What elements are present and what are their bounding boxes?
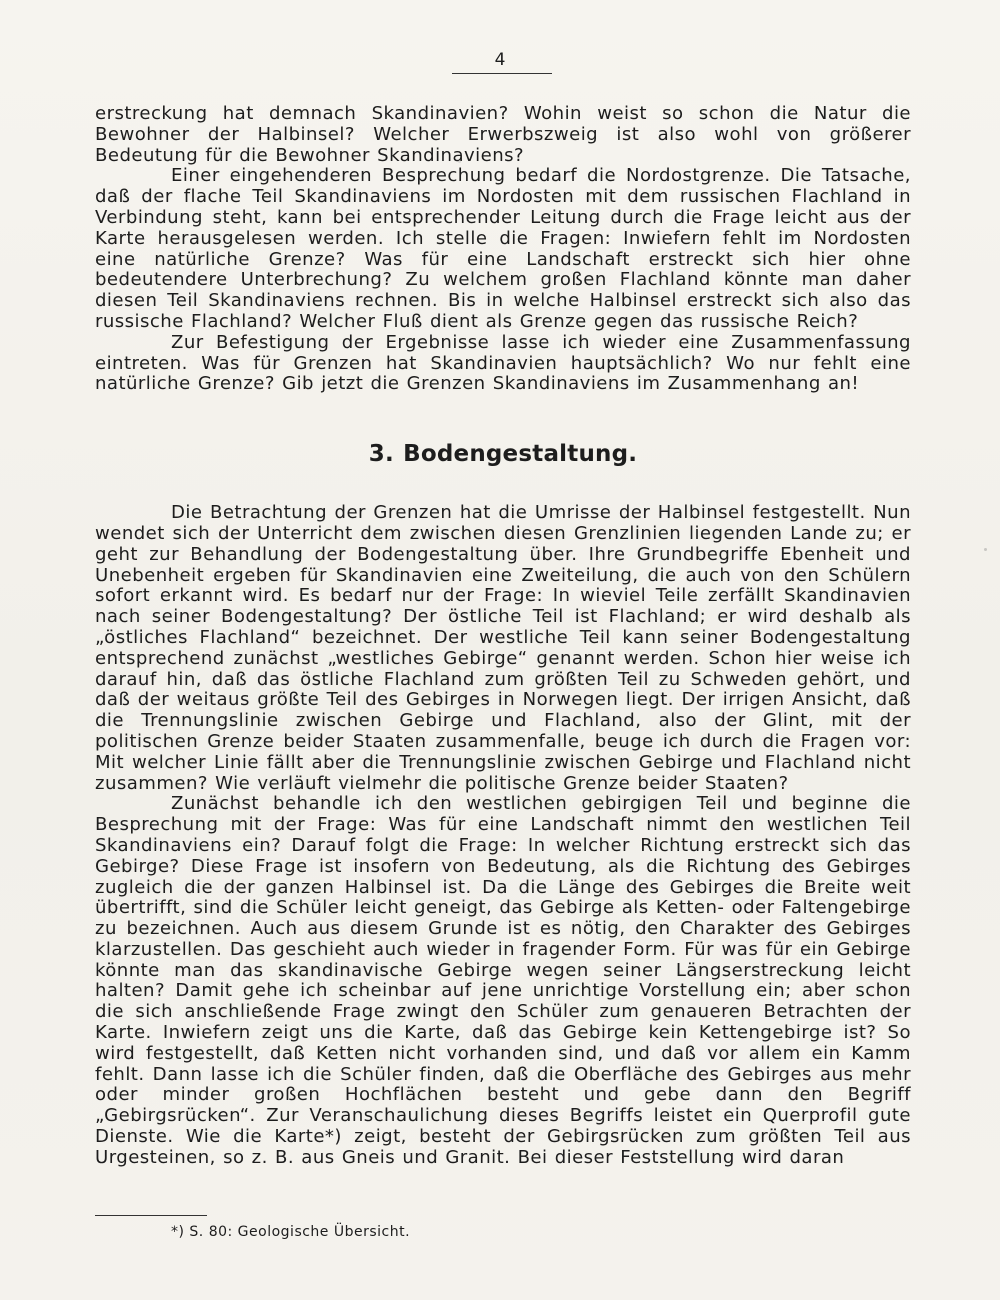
- paragraph-bodengestaltung: Die Betrachtung der Grenzen hat die Umrisse der Halbinsel festgestellt. Nun wendet sich der Unterricht dem zwischen diesen Grenzlinien liegenden Lande zu; er geht zur Behandlung der Bodengestaltung über. Ihre Grundbegriffe Ebenheit und Unebenheit ergeben für Skandinavien eine Zweiteilung, die auch von den Schülern sofort erkannt wird. Es bedarf nur der Frage: In wieviel Teile zerfällt Skandinavien nach seiner Bodengestaltung? Der östliche Teil ist Flachland; er wird deshalb als „östliches Flachland“ bezeichnet. Der westliche Teil kann seiner Bodengestaltung entsprechend zunächst „westliches Gebirge“ genannt werden. Schon hier weise ich darauf hin, daß das östliche Flachland zum größten Teil zu Schweden gehört, und daß der weitaus größte Teil des Gebirges in Norwegen liegt. Der irrigen Ansicht, daß die Trennungslinie zwischen Gebirge und Flachland, also der Glint, mit der politischen Grenze beider Staaten zusammenfalle, beuge ich durch die Fragen vor: Mit welcher Linie fällt aber die Trennungslinie zwischen Gebirge und Flachland nicht zusammen? Wie verläuft vielmehr die politische Grenze beider Staaten?: [95, 502, 911, 794]
- page-body: [95, 104, 911, 1169]
- paper-speck: [984, 548, 987, 551]
- paragraph-gebirge: Zunächst behandle ich den westlichen gebirgigen Teil und beginne die Besprechung mit der Frage: Was für eine Landschaft nimmt den westlichen Teil Skandinaviens ein? Darauf folgt die Frage: In welcher Richtung erstreckt sich das Gebirge? Diese Frage ist insofern von Bedeutung, als die Richtung des Gebirges zugleich die der ganzen Halbinsel ist. Da die Länge des Gebirges die Breite weit übertrifft, sind die Schüler leicht geneigt, das Gebirge als Ketten- oder Faltengebirge zu bezeichnen. Auch aus diesem Grunde ist es nötig, den Charakter des Gebirges klarzustellen. Das geschieht auch wieder in fragender Form. Für was für ein Gebirge könnte man das skandinavische Gebirge wegen seiner Längserstreckung leicht halten? Damit gehe ich scheinbar auf jene unrichtige Vorstellung ein; aber schon die sich anschließende Frage zwingt den Schüler zum genaueren Betrachten der Karte. Inwiefern zeigt uns die Karte, daß das Gebirge kein Kettengebirge ist? So wird festgestellt, daß Ketten nicht vorhanden sind, und daß vor allem ein Kamm fehlt. Dann lasse ich die Schüler finden, daß die Oberfläche des Gebirges aus mehr oder minder großen Hochflächen besteht und gebe dann den Begriff „Gebirgsrücken“. Zur Veranschaulichung dieses Begriffs leistet ein Querprofil gute Dienste. Wie die Karte*) zeigt, besteht der Gebirgsrücken zum größten Teil aus Urgesteinen, so z. B. aus Gneis und Granit. Bei dieser Feststellung wird daran: [95, 793, 911, 1168]
- header-rule: [452, 73, 552, 74]
- paper-speck: [698, 681, 701, 684]
- paragraph-nordostgrenze: Einer eingehenderen Besprechung bedarf die Nordostgrenze. Die Tatsache, daß der flache Teil Skandinaviens im Nordosten mit dem russischen Flachland in Verbindung steht, kann bei entsprechender Leitung durch die Frage leicht aus der Karte herausgelesen werden. Ich stelle die Fragen: Inwiefern fehlt im Nordosten eine natürliche Grenze? Was für eine Landschaft erstreckt sich hier ohne bedeutendere Unterbrechung? Zu welchem großen Flachland könnte man daher diesen Teil Skandinaviens rechnen. Bis in welche Halbinsel erstreckt sich also das russische Flachland? Welcher Fluß dient als Grenze gegen das russische Reich?: [95, 165, 911, 332]
- paragraph-zusammenfassung: Zur Befestigung der Ergebnisse lasse ich wieder eine Zusammenfassung eintreten. Was für Grenzen hat Skandinavien hauptsächlich? Wo nur fehlt eine natürliche Grenze? Gib jetzt die Grenzen Skandinaviens im Zusammenhang an!: [95, 331, 911, 395]
- paragraph-continued: erstreckung hat demnach Skandinavien? Wohin weist so schon die Natur die Bewohner der Halbinsel? Welcher Erwerbszweig ist also wohl von größerer Bedeutung für die Bewohner Skandinaviens?: [95, 103, 911, 166]
- paper-speck: [458, 160, 461, 163]
- page-number: 4: [494, 50, 506, 70]
- footnote: *) S. 80: Geologische Übersicht.: [171, 1224, 411, 1240]
- section-heading: 3. Bodengestaltung.: [368, 441, 638, 468]
- footnote-rule: [95, 1215, 207, 1216]
